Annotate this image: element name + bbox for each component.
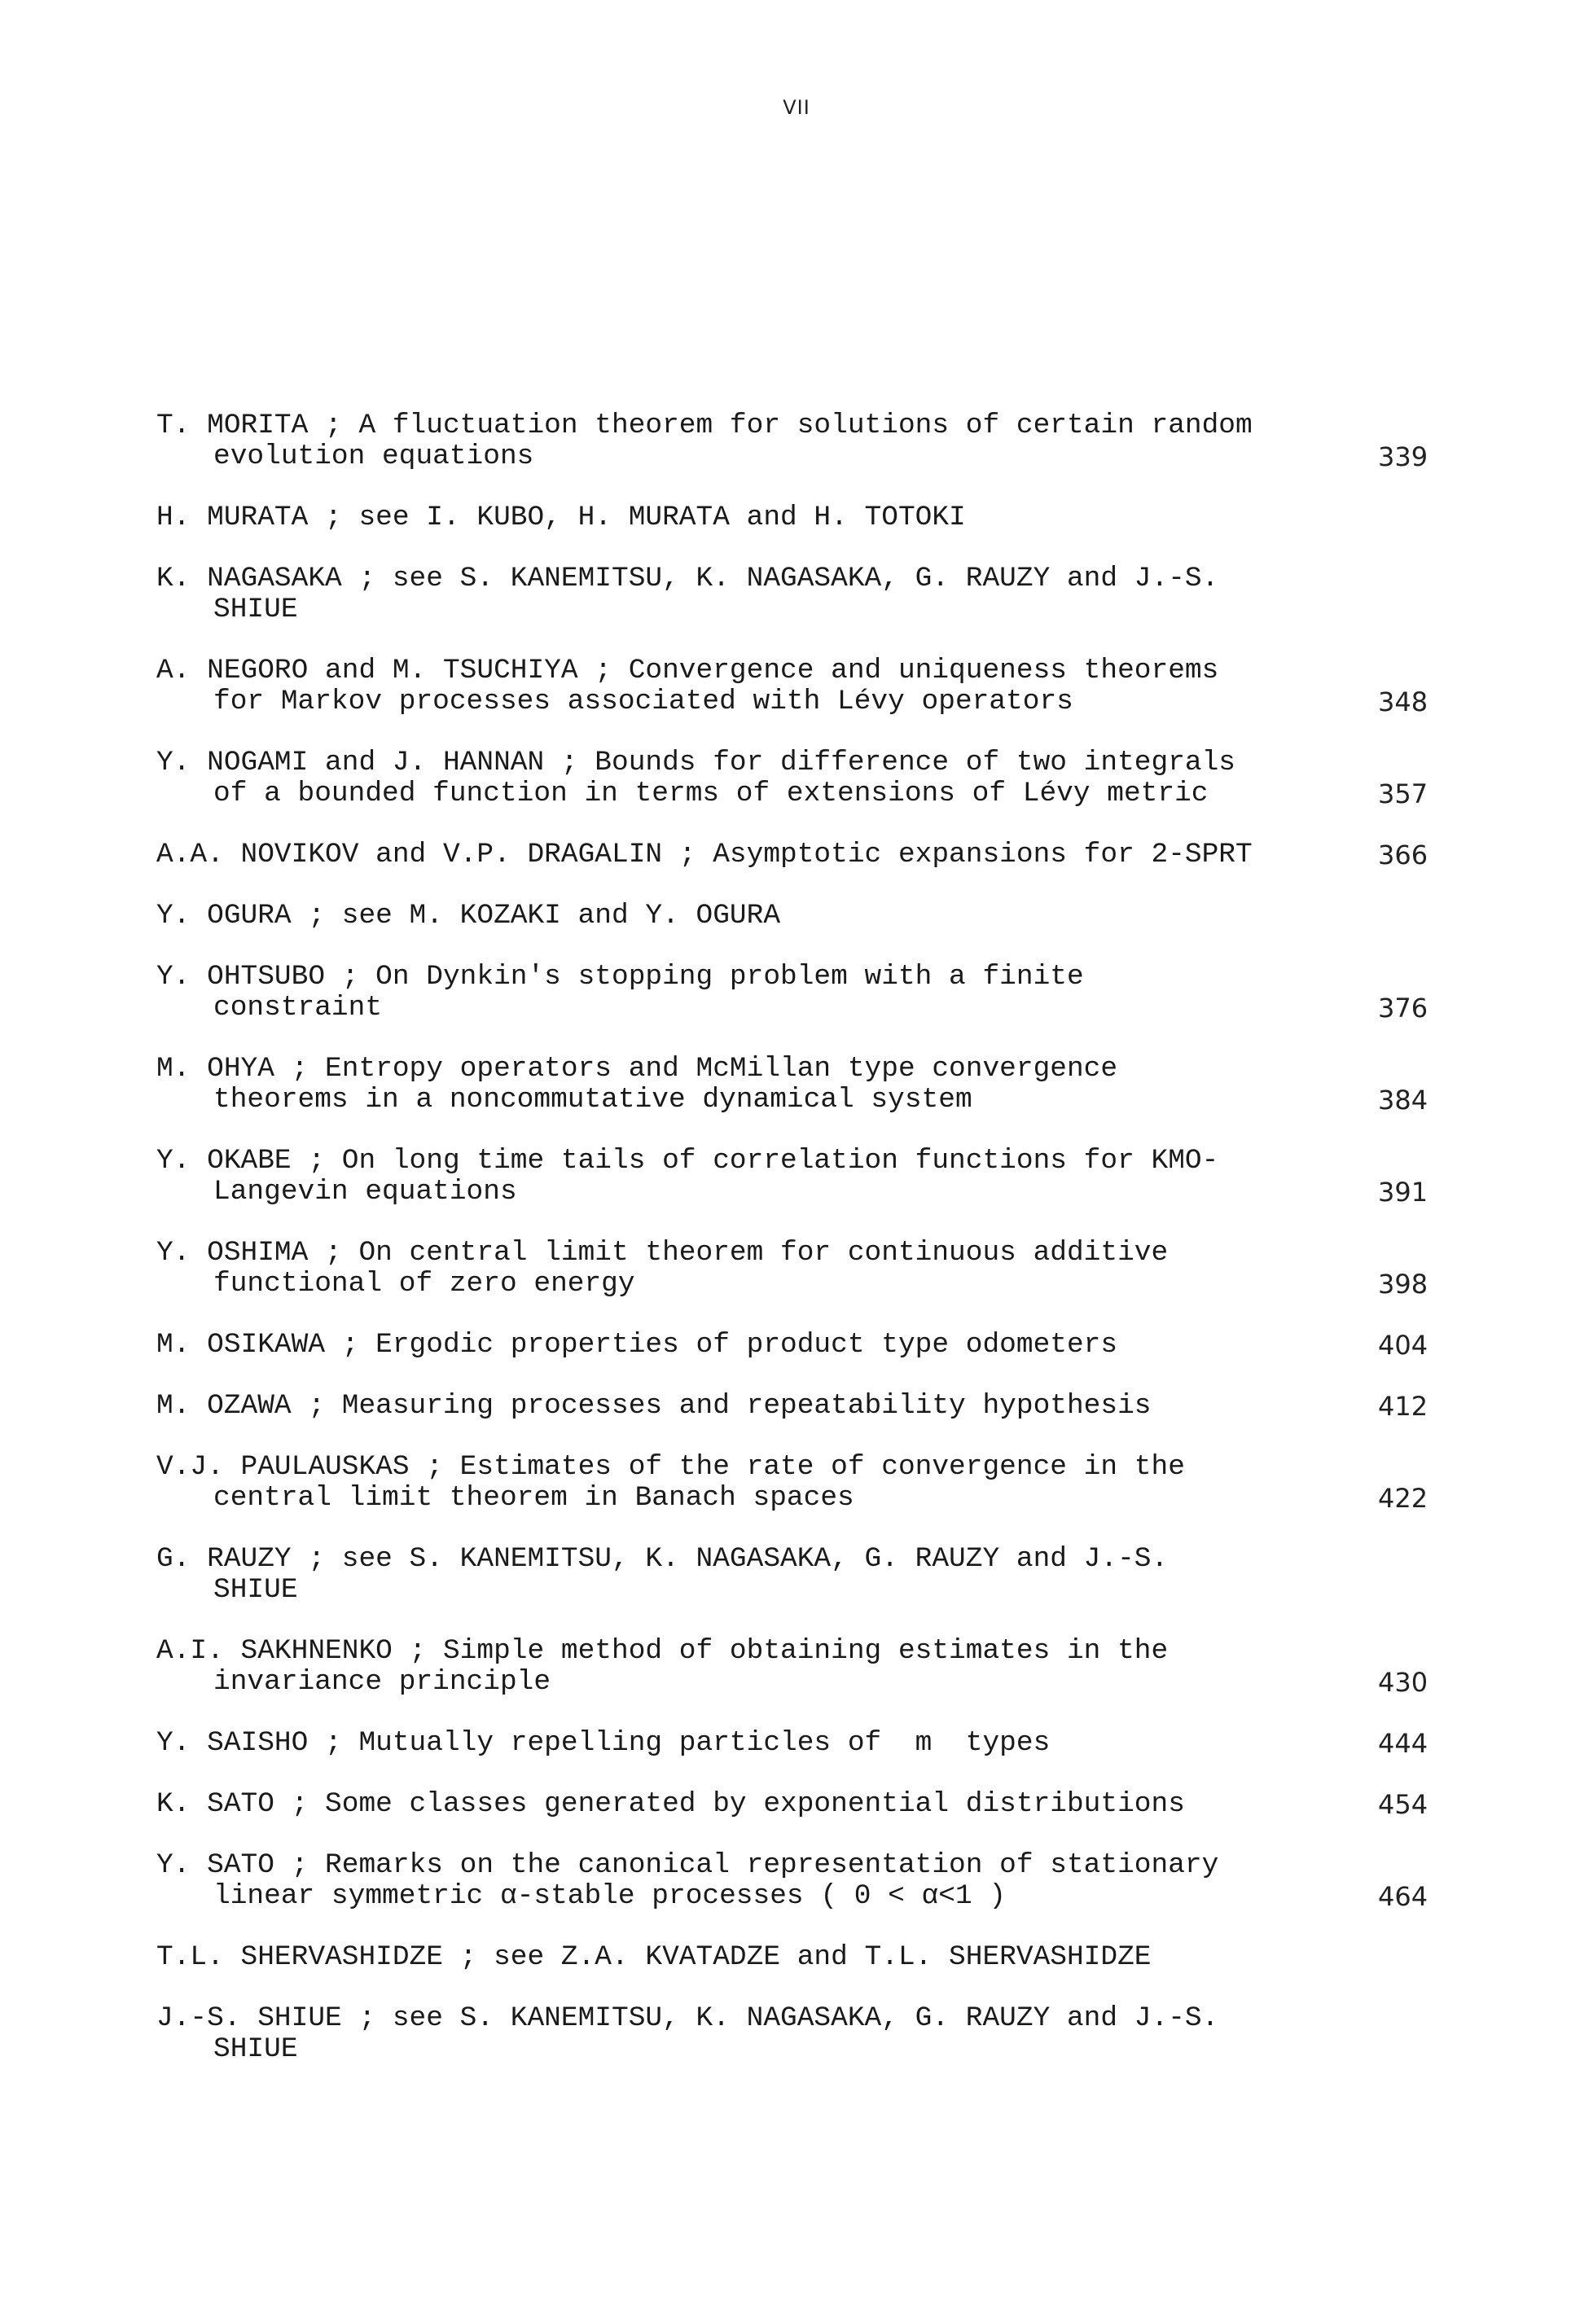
entry-page-number: 357 (1378, 778, 1428, 809)
entry-title-continuation: SHIUE (213, 2034, 298, 2065)
entry-title-continuation: linear symmetric α-stable processes ( 0 < α<1 ) (213, 1881, 1007, 1912)
toc-entry (156, 901, 1459, 932)
entry-page-number: 444 (1378, 1728, 1428, 1759)
toc-entry (156, 1054, 1459, 1116)
entry-author-title: K. SATO ; Some classes generated by exponential distributions (156, 1789, 1185, 1820)
entry-page-number: 412 (1378, 1391, 1428, 1422)
toc-entry (156, 1452, 1459, 1514)
entry-page-number: 454 (1378, 1789, 1428, 1820)
entry-title-continuation: theorems in a noncommutative dynamical system (213, 1085, 972, 1116)
table-of-contents (156, 410, 1459, 2095)
entry-author-title: M. OZAWA ; Measuring processes and repeatability hypothesis (156, 1391, 1152, 1422)
entry-author-title: H. MURATA ; see I. KUBO, H. MURATA and H. TOTOKI (156, 502, 966, 533)
entry-page-number: 404 (1378, 1330, 1428, 1361)
entry-page-number: 398 (1378, 1269, 1428, 1300)
entry-title-continuation: central limit theorem in Banach spaces (213, 1483, 854, 1514)
toc-entry (156, 1238, 1459, 1300)
entry-page-number: 366 (1378, 840, 1428, 870)
entry-author-title: T.L. SHERVASHIDZE ; see Z.A. KVATADZE and T.L. SHERVASHIDZE (156, 1942, 1152, 1973)
toc-entry (156, 1942, 1459, 1973)
toc-entry (156, 656, 1459, 717)
entry-title-continuation: constraint (213, 993, 383, 1024)
toc-entry (156, 1544, 1459, 1606)
entry-author-title: A.I. SAKHNENKO ; Simple method of obtaining estimates in the (156, 1636, 1169, 1667)
entry-page-number: 384 (1378, 1085, 1428, 1116)
toc-entry (156, 1728, 1459, 1759)
entry-author-title: A. NEGORO and M. TSUCHIYA ; Convergence and uniqueness theorems (156, 656, 1219, 686)
entry-author-title: K. NAGASAKA ; see S. KANEMITSU, K. NAGASAKA, G. RAUZY and J.-S. (156, 563, 1219, 594)
toc-entry (156, 962, 1459, 1024)
toc-entry (156, 840, 1459, 870)
toc-entry (156, 1850, 1459, 1912)
entry-author-title: T. MORITA ; A fluctuation theorem for solutions of certain random (156, 410, 1253, 441)
entry-author-title: Y. OKABE ; On long time tails of correlation functions for KMO- (156, 1146, 1219, 1177)
entry-author-title: M. OHYA ; Entropy operators and McMillan type convergence (156, 1054, 1118, 1085)
entry-page-number: 391 (1378, 1177, 1428, 1208)
entry-author-title: A.A. NOVIKOV and V.P. DRAGALIN ; Asymptotic expansions for 2-SPRT (156, 840, 1253, 870)
toc-entry (156, 410, 1459, 472)
entry-title-continuation: invariance principle (213, 1667, 551, 1698)
entry-title-continuation: SHIUE (213, 594, 298, 625)
toc-entry (156, 1146, 1459, 1208)
entry-author-title: M. OSIKAWA ; Ergodic properties of product type odometers (156, 1330, 1118, 1361)
entry-page-number: 376 (1378, 993, 1428, 1024)
entry-title-continuation: functional of zero energy (213, 1269, 635, 1300)
entry-title-continuation: evolution equations (213, 441, 534, 472)
entry-title-continuation: of a bounded function in terms of extensions of Lévy metric (213, 778, 1209, 809)
entry-title-continuation: for Markov processes associated with Lévy operators (213, 686, 1073, 717)
entry-author-title: Y. SAISHO ; Mutually repelling particles of m types (156, 1728, 1051, 1759)
entry-title-continuation: Langevin equations (213, 1177, 517, 1208)
page-number: VII (783, 96, 810, 119)
entry-page-number: 464 (1378, 1881, 1428, 1912)
entry-author-title: Y. OGURA ; see M. KOZAKI and Y. OGURA (156, 901, 781, 932)
entry-page-number: 430 (1378, 1667, 1428, 1698)
entry-page-number: 339 (1378, 441, 1428, 472)
toc-entry (156, 563, 1459, 625)
entry-author-title: G. RAUZY ; see S. KANEMITSU, K. NAGASAKA, G. RAUZY and J.-S. (156, 1544, 1169, 1575)
toc-entry (156, 1636, 1459, 1698)
entry-author-title: J.-S. SHIUE ; see S. KANEMITSU, K. NAGASAKA, G. RAUZY and J.-S. (156, 2003, 1219, 2034)
toc-entry (156, 502, 1459, 533)
toc-entry (156, 1789, 1459, 1820)
toc-entry (156, 1330, 1459, 1361)
toc-entry (156, 748, 1459, 809)
entry-page-number: 348 (1378, 686, 1428, 717)
entry-author-title: Y. SATO ; Remarks on the canonical representation of stationary (156, 1850, 1219, 1881)
entry-author-title: V.J. PAULAUSKAS ; Estimates of the rate of convergence in the (156, 1452, 1185, 1483)
entry-title-continuation: SHIUE (213, 1575, 298, 1606)
entry-author-title: Y. OSHIMA ; On central limit theorem for continuous additive (156, 1238, 1169, 1269)
toc-entry (156, 2003, 1459, 2065)
entry-page-number: 422 (1378, 1483, 1428, 1514)
entry-author-title: Y. NOGAMI and J. HANNAN ; Bounds for difference of two integrals (156, 748, 1236, 778)
entry-author-title: Y. OHTSUBO ; On Dynkin's stopping problem with a finite (156, 962, 1084, 993)
toc-entry (156, 1391, 1459, 1422)
